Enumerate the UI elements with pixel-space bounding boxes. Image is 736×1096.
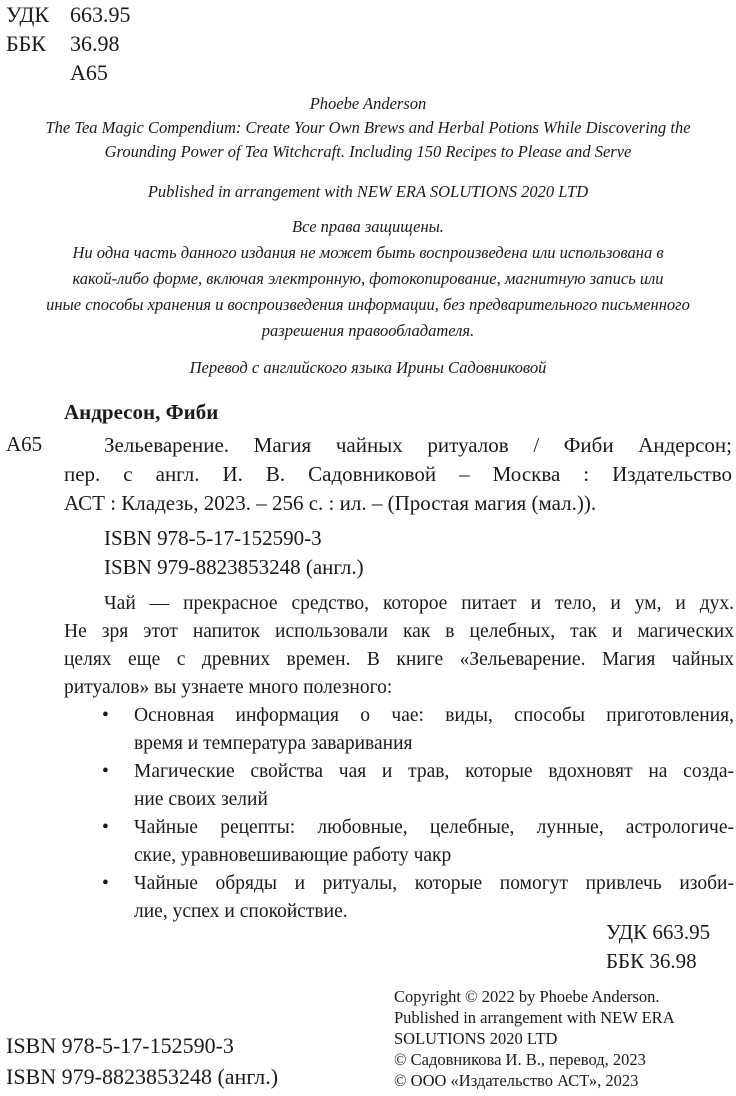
rights-line: Ни одна часть данного издания не может быть воспроизведена или использована в — [72, 243, 664, 262]
arrangement-note: Published in arrangement with NEW ERA SOLUTIONS 2020 LTD — [147, 182, 589, 201]
original-author: Phoebe Anderson — [309, 94, 427, 113]
bbk-label: ББК — [6, 31, 46, 56]
footer-isbn-1: ISBN 978-5-17-152590-3 — [6, 1033, 234, 1058]
abstract-line: Чай — прекрасное средство, которое питает и тело, и ум, и дух. — [104, 593, 734, 614]
list-item — [64, 702, 734, 758]
rights-line: Все права защищены. — [292, 217, 444, 236]
rights-notice — [0, 214, 736, 344]
bib-line: Зельеварение. Магия чайных ритуалов / Фиби Андерсон; — [104, 433, 732, 457]
abstract — [64, 590, 734, 702]
bbk-value: 36.98 — [70, 31, 120, 56]
list-item — [64, 814, 734, 870]
original-title-line1: The Tea Magic Compendium: Create Your Own Brews and Herbal Potions While Discovering the — [45, 118, 691, 137]
footer-bbk: ББК 36.98 — [606, 949, 697, 973]
rights-line: иные способы хранения и воспроизведения информации, без предварительного письменного — [46, 295, 690, 314]
udk-value: 663.95 — [70, 2, 131, 27]
abstract-line: Не зря этот напиток использовали как в целебных, так и магических — [64, 621, 734, 642]
copyright-line: © ООО «Издательство АСТ», 2023 — [394, 1071, 639, 1090]
abstract-bullets — [64, 702, 734, 926]
bullet-icon: • — [102, 761, 109, 782]
bullet-line: Магические свойства чая и трав, которые вдохновят на созда- — [134, 761, 734, 782]
bib-line: пер. с англ. И. В. Садовниковой – Москва : Издательство — [64, 462, 732, 486]
bullet-line: Основная информация о чае: виды, способы приготовления, — [134, 705, 734, 726]
bib-author: Андресон, Фиби — [64, 400, 219, 424]
abstract-line: целях еще с древних времен. В книге «Зельеварение. Магия чайных — [64, 649, 734, 670]
bullet-icon: • — [102, 705, 109, 726]
bib-isbn-2: ISBN 979-8823853248 (англ.) — [104, 555, 364, 579]
udk-label: УДК — [6, 2, 50, 27]
rights-line: какой-либо форме, включая электронную, фотокопирование, магнитную запись или — [72, 269, 664, 288]
copyright-line: SOLUTIONS 2020 LTD — [394, 1029, 558, 1048]
footer-codes — [606, 918, 710, 976]
footer-udk: УДК 663.95 — [606, 920, 711, 944]
bullet-icon: • — [102, 817, 109, 838]
bullet-line: Чайные рецепты: любовные, целебные, лунные, астрологиче- — [134, 817, 734, 838]
abstract-line: ритуалов» вы узнаете много полезного: — [64, 677, 393, 698]
bib-line: АСТ : Кладезь, 2023. – 256 с. : ил. – (Простая магия (мал.)). — [64, 491, 597, 515]
copyright-block — [394, 986, 675, 1091]
rights-line: разрешения правообладателя. — [261, 321, 475, 340]
copyright-line: Published in arrangement with NEW ERA — [394, 1008, 675, 1027]
list-item — [64, 758, 734, 814]
author-mark-row — [6, 58, 131, 87]
bib-description — [64, 431, 732, 518]
udk-row — [6, 0, 131, 29]
bullet-icon: • — [102, 873, 109, 894]
bib-author-mark: А65 — [6, 432, 43, 456]
author-mark-value: А65 — [70, 60, 108, 85]
copyright-line: © Садовникова И. В., перевод, 2023 — [394, 1050, 646, 1069]
copyright-line: Copyright © 2022 by Phoebe Anderson. — [394, 987, 660, 1006]
bib-isbn-1: ISBN 978-5-17-152590-3 — [104, 526, 322, 550]
bullet-line: лие, успех и спокойствие. — [134, 901, 348, 922]
original-title-line2: Grounding Power of Tea Witchcraft. Including 150 Recipes to Please and Serve — [104, 142, 632, 161]
footer-isbn-2: ISBN 979-8823853248 (англ.) — [6, 1064, 279, 1089]
bullet-line: время и температура заваривания — [134, 733, 413, 754]
translation-credit: Перевод с английского языка Ирины Садовниковой — [189, 358, 547, 377]
bullet-line: ские, уравновешивающие работу чакр — [134, 845, 452, 866]
bullet-line: ние своих зелий — [134, 789, 268, 810]
bullet-line: Чайные обряды и ритуалы, которые помогут привлечь изоби- — [134, 873, 734, 894]
classification-codes — [6, 0, 131, 87]
bbk-row — [6, 29, 131, 58]
